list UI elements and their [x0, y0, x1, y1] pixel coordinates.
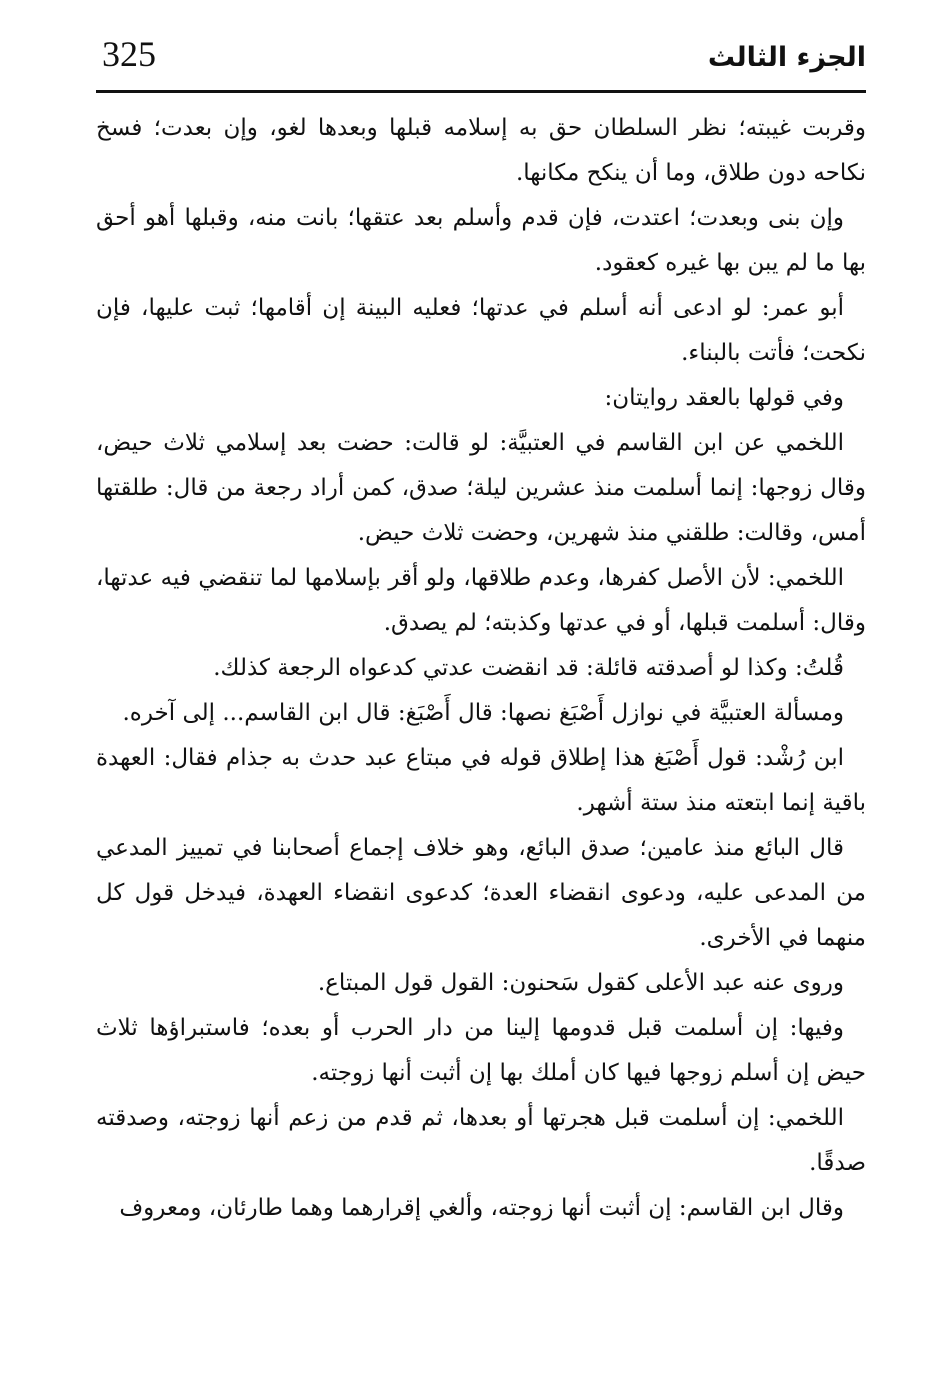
paragraph: وقال ابن القاسم: إن أثبت أنها زوجته، وألغي إقرارهما وهما طارئان، ومعروف: [119, 1195, 844, 1221]
page-header: [96, 30, 866, 90]
paragraph: وروى عنه عبد الأعلى كقول سَحنون: القول قول المبتاع.: [317, 970, 844, 996]
running-title: الجزء الثالث: [707, 42, 866, 73]
paragraph: وإن بنى وبعدت؛ اعتدت، فإن قدم وأسلم بعد عتقها؛ بانت منه، وقبلها أهو أحق بها ما لم يبن بها غيره كعقود.: [96, 205, 866, 276]
paragraph: ابن رُشْد: قول أَصْبَغ هذا إطلاق قوله في مبتاع عبد حدث به جذام فقال: العهدة باقية إنما ابتعته منذ ستة أشهر.: [96, 745, 866, 816]
paragraph: أبو عمر: لو ادعى أنه أسلم في عدتها؛ فعليه البينة إن أقامها؛ ثبت عليها، فإن نكحت؛ فأتت بالبناء.: [96, 295, 866, 366]
body-text: [96, 106, 866, 1336]
header-divider: [96, 90, 866, 93]
paragraph: وفي قولها بالعقد روايتان:: [604, 385, 844, 411]
paragraph: ومسألة العتبيَّة في نوازل أَصْبَغ نصها: قال أَصْبَغ: قال ابن القاسم... إلى آخره.: [122, 700, 844, 726]
paragraph: وقربت غيبته؛ نظر السلطان حق به إسلامه قبلها وبعدها لغو، وإن بعدت؛ فسخ نكاحه دون طلاق، وما أن ينكح مكانها.: [96, 115, 866, 186]
page-number: 325: [102, 34, 156, 74]
paragraph: اللخمي عن ابن القاسم في العتبيَّة: لو قالت: حضت بعد إسلامي ثلاث حيض، وقال زوجها: إنما أسلمت منذ عشرين ليلة؛ صدق، كمن أراد رجعة من قال: طلقتها أمس، وقالت: طلقني منذ شهرين، وحضت ثلاث حيض.: [96, 430, 866, 546]
paragraph: قُلتُ: وكذا لو أصدقته قائلة: قد انقضت عدتي كدعواه الرجعة كذلك.: [213, 655, 844, 681]
paragraph: قال البائع منذ عامين؛ صدق البائع، وهو خلاف إجماع أصحابنا في تمييز المدعي من المدعى عليه، ودعوى انقضاء العدة؛ كدعوى انقضاء العهدة، فيدخل قول كل منهما في الأخرى.: [96, 835, 866, 951]
paragraph: اللخمي: لأن الأصل كفرها، وعدم طلاقها، ولو أقر بإسلامها لما تنقضي فيه عدتها، وقال: أسلمت قبلها، أو في عدتها وكذبته؛ لم يصدق.: [96, 565, 866, 636]
paragraph: اللخمي: إن أسلمت قبل هجرتها أو بعدها، ثم قدم من زعم أنها زوجته، وصدقته صدقًا.: [96, 1105, 866, 1176]
paragraph: وفيها: إن أسلمت قبل قدومها إلينا من دار الحرب أو بعده؛ فاستبراؤها ثلاث حيض إن أسلم زوجها فيها كان أملك بها إن أثبت أنها زوجته.: [96, 1015, 866, 1086]
